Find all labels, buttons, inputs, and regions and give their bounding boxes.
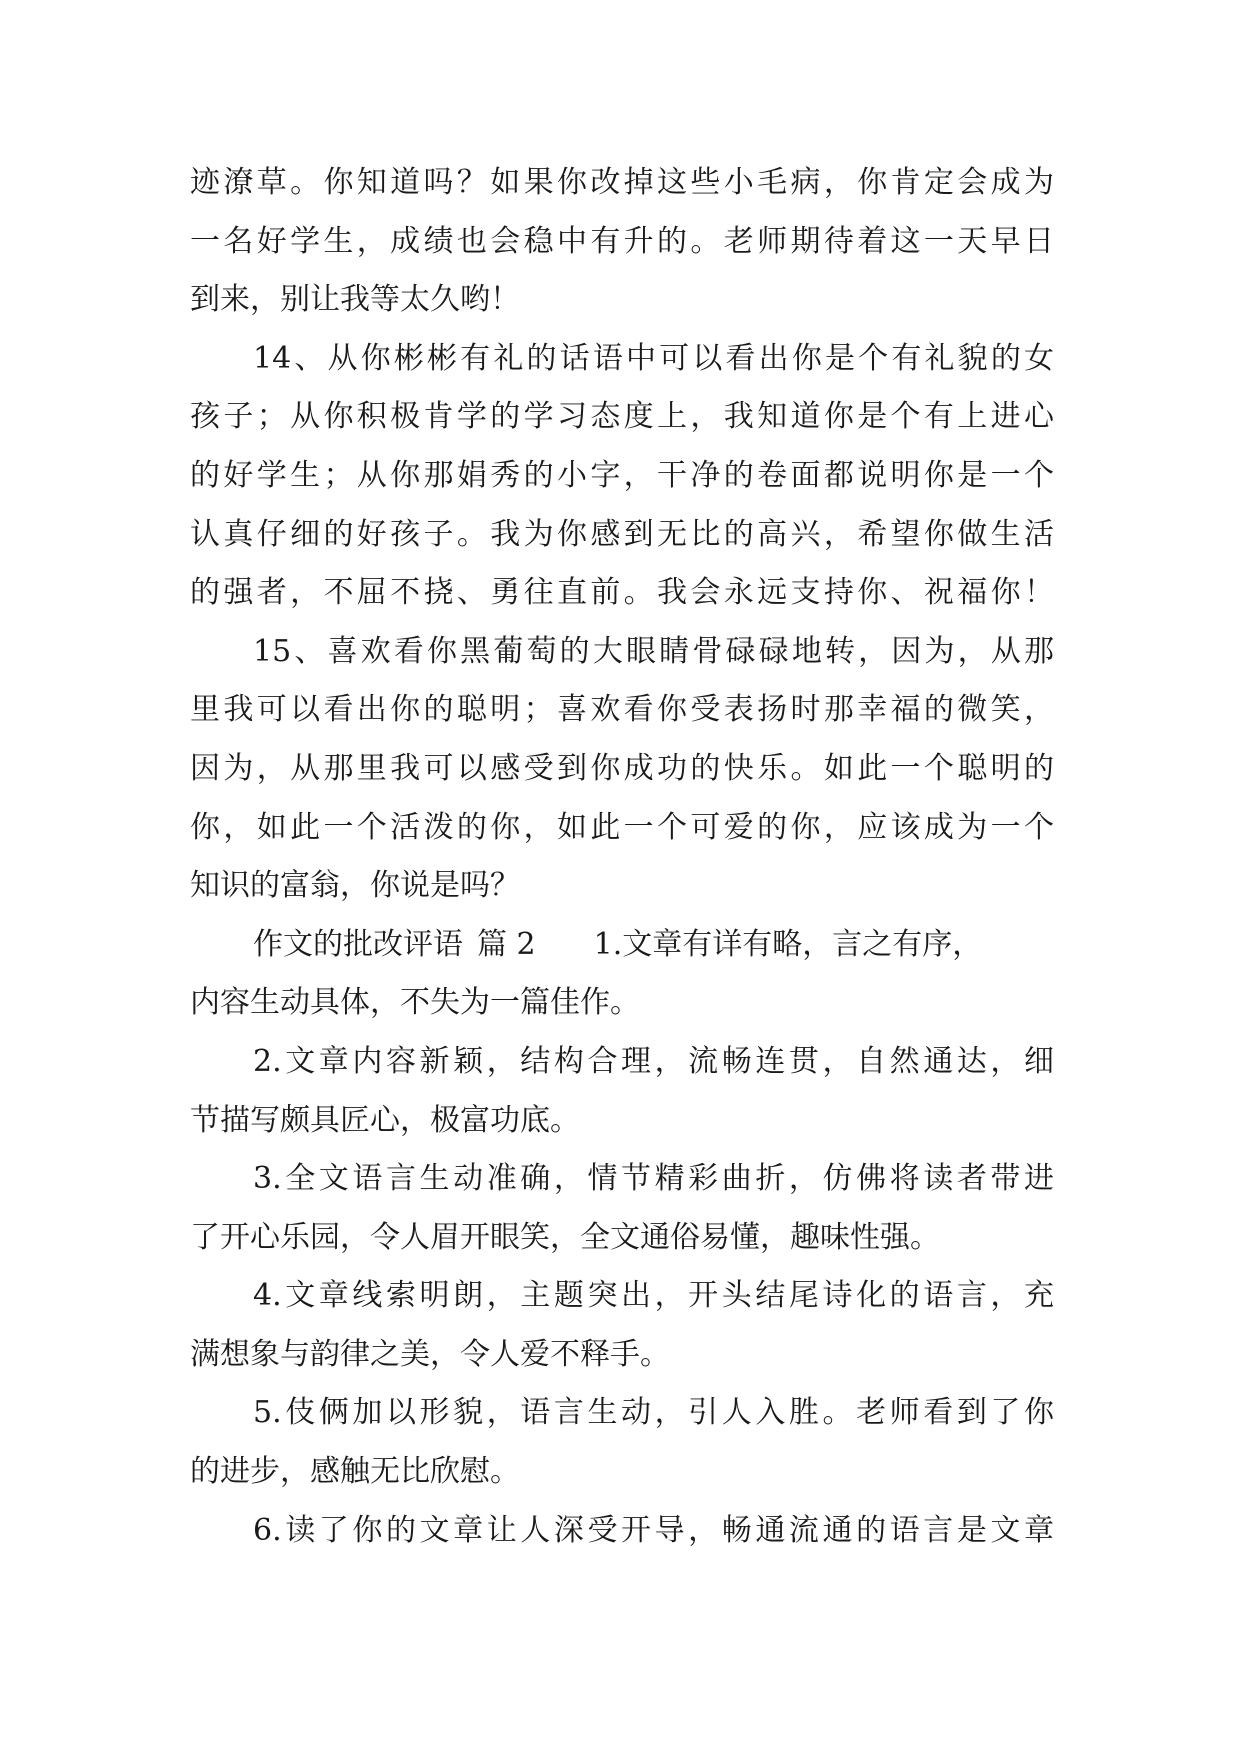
item-3-line-1: 3.全文语言生动准确，情节精彩曲折，仿佛将读者带进	[253, 1161, 1054, 1197]
paragraph-14-line-3: 的好学生；从你那娟秀的小字，干净的卷面都说明你是一个	[190, 457, 1054, 493]
paragraph-13-line-2: 一名好学生，成绩也会稳中有升的。老师期待着这一天早日	[190, 223, 1054, 259]
paragraph-14-line-2: 孩子；从你积极肯学的学习态度上，我知道你是个有上进心	[190, 399, 1054, 435]
section-heading-title: 作文的批改评语	[253, 926, 463, 962]
paragraph-14-line-1: 14、从你彬彬有礼的话语中可以看出你是个有礼貌的女	[253, 340, 1054, 376]
paragraph-15-line-2: 里我可以看出你的聪明；喜欢看你受表扬时那幸福的微笑，	[190, 692, 1054, 728]
item-1-line-2: 内容生动具体，不失为一篇佳作。	[190, 985, 640, 1021]
paragraph-14-line-5: 的强者，不屈不挠、勇往直前。我会永远支持你、祝福你！	[190, 575, 1054, 611]
item-4-line-1: 4.文章线索明朗，主题突出，开头结尾诗化的语言，充	[253, 1278, 1054, 1314]
item-2-line-2: 节描写颇具匠心，极富功底。	[190, 1102, 580, 1138]
section-heading-line	[190, 916, 1054, 975]
item-4-line-2: 满想象与韵律之美，令人爱不释手。	[190, 1336, 670, 1372]
paragraph-15-line-4: 你，如此一个活泼的你，如此一个可爱的你，应该成为一个	[190, 809, 1054, 845]
item-3-line-2: 了开心乐园，令人眉开眼笑，全文通俗易懂，趣味性强。	[190, 1219, 940, 1255]
paragraph-15-line-1: 15、喜欢看你黑葡萄的大眼睛骨碌碌地转，因为，从那	[253, 633, 1054, 669]
paragraph-15-line-3: 因为，从那里我可以感受到你成功的快乐。如此一个聪明的	[190, 750, 1054, 786]
document-body	[190, 154, 1054, 1560]
item-2-line-1: 2.文章内容新颖，结构合理，流畅连贯，自然通达，细	[253, 1043, 1054, 1079]
paragraph-15-line-5: 知识的富翁，你说是吗？	[190, 868, 520, 904]
paragraph-13-line-1: 迹潦草。你知道吗？如果你改掉这些小毛病，你肯定会成为	[190, 165, 1054, 200]
paragraph-13-line-3: 到来，别让我等太久哟！	[190, 282, 520, 318]
item-1-line-1: 1.文章有详有略，言之有序，	[593, 926, 983, 962]
item-5-line-1: 5.伎俩加以形貌，语言生动，引人入胜。老师看到了你	[253, 1395, 1054, 1431]
item-5-line-2: 的进步，感触无比欣慰。	[190, 1454, 520, 1490]
section-heading-part: 篇 2	[477, 926, 536, 962]
paragraph-14-line-4: 认真仔细的好孩子。我为你感到无比的高兴，希望你做生活	[190, 516, 1054, 552]
item-6-line-1: 6.读了你的文章让人深受开导，畅通流通的语言是文章	[253, 1512, 1054, 1548]
